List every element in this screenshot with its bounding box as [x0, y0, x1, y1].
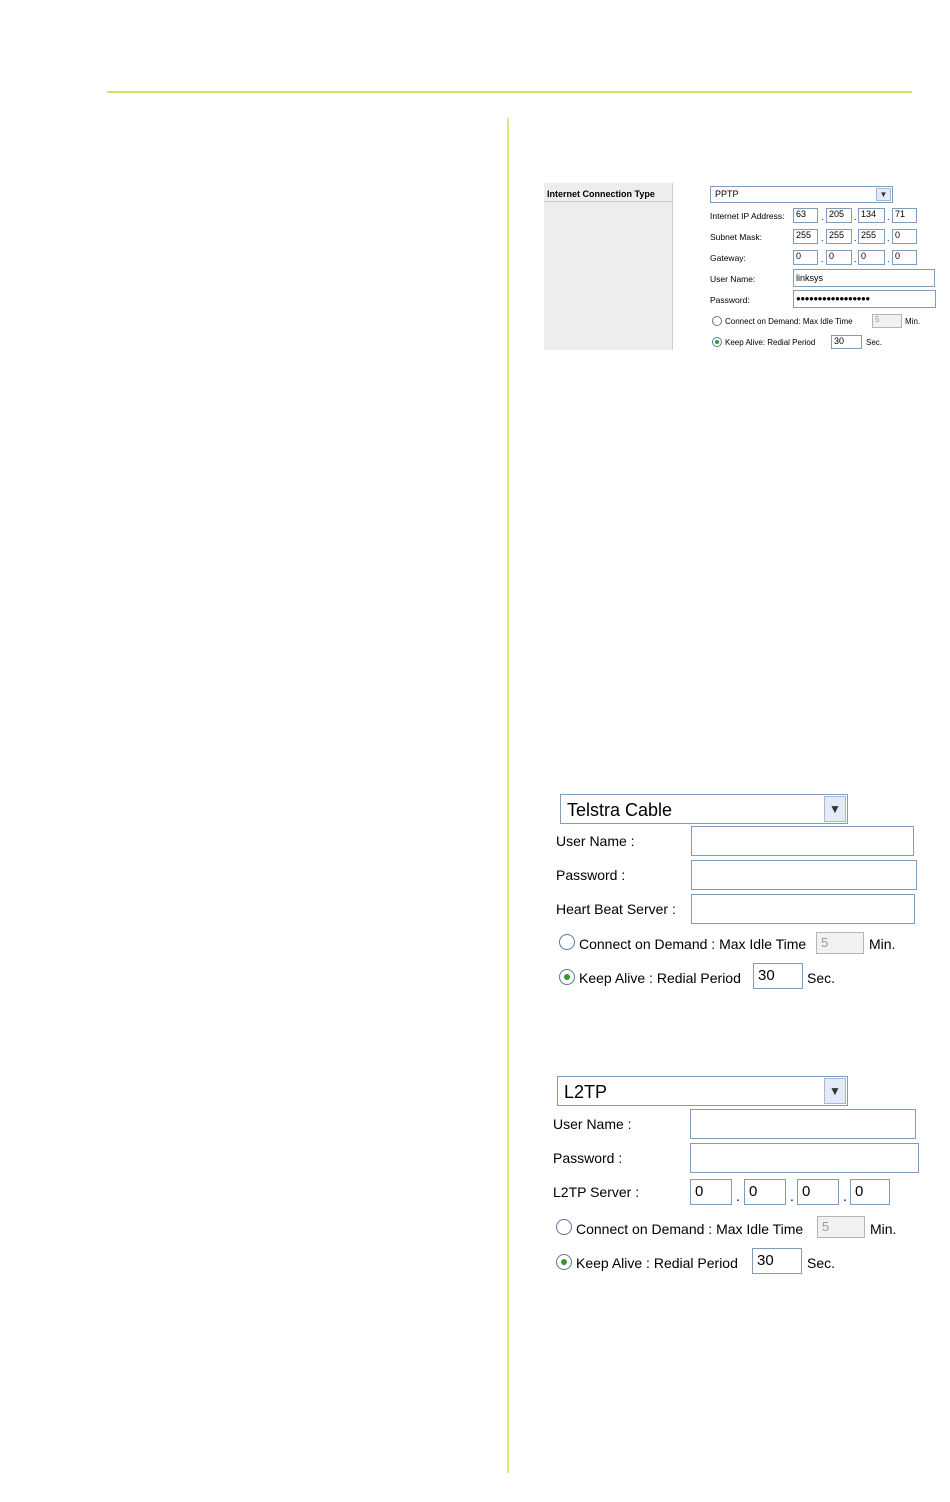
mask-octet-1[interactable]: 255 — [793, 229, 818, 244]
l2tp-username-label: User Name : — [553, 1116, 632, 1132]
octet-dot: . — [854, 212, 857, 222]
l2tp-server-octet-4[interactable]: 0 — [850, 1179, 890, 1205]
mask-octet-2[interactable]: 255 — [826, 229, 852, 244]
mask-octet-3[interactable]: 255 — [858, 229, 885, 244]
pptp-sidebar — [544, 183, 673, 350]
l2tp-settings-screenshot — [547, 1072, 925, 1282]
ip-octet-4[interactable]: 71 — [892, 208, 917, 223]
header-rule — [107, 91, 912, 93]
selected-type: PPTP — [715, 189, 739, 199]
pptp-keepalive-label: Keep Alive: Redial Period — [725, 338, 816, 347]
octet-dot: . — [887, 254, 890, 264]
octet-dot: . — [854, 254, 857, 264]
l2tp-redial-input[interactable]: 30 — [752, 1248, 802, 1274]
telstra-username-label: User Name : — [556, 833, 635, 849]
ip-address-label: Internet IP Address: — [710, 211, 785, 221]
octet-dot: . — [736, 1188, 740, 1204]
telstra-connection-type-select[interactable] — [560, 794, 848, 824]
radio-selected-dot — [715, 340, 719, 344]
pptp-idle-unit: Min. — [905, 317, 921, 326]
mask-octet-4[interactable]: 0 — [892, 229, 917, 244]
connect-on-demand-radio[interactable] — [559, 934, 575, 950]
keep-alive-radio[interactable] — [559, 969, 575, 985]
ip-octet-3[interactable]: 134 — [858, 208, 885, 223]
pptp-demand-label: Connect on Demand: Max Idle Time — [725, 317, 853, 326]
telstra-settings-screenshot — [550, 790, 922, 1000]
ip-octet-1[interactable]: 63 — [793, 208, 818, 223]
gateway-octet-2[interactable]: 0 — [826, 250, 852, 265]
gateway-octet-4[interactable]: 0 — [892, 250, 917, 265]
l2tp-redial-unit: Sec. — [807, 1255, 836, 1271]
connect-on-demand-radio[interactable] — [712, 316, 722, 326]
telstra-username-input[interactable] — [691, 826, 914, 856]
octet-dot: . — [821, 212, 824, 222]
gateway-octet-3[interactable]: 0 — [858, 250, 885, 265]
octet-dot: . — [887, 212, 890, 222]
l2tp-server-octet-1[interactable]: 0 — [690, 1179, 732, 1205]
telstra-password-label: Password : — [556, 867, 626, 883]
l2tp-username-input[interactable] — [690, 1109, 916, 1139]
heartbeat-server-input[interactable] — [691, 894, 915, 924]
subnet-mask-label: Subnet Mask: — [710, 232, 762, 242]
l2tp-demand-label: Connect on Demand : Max Idle Time — [576, 1221, 804, 1237]
octet-dot: . — [790, 1188, 794, 1204]
octet-dot: . — [887, 233, 890, 243]
telstra-keepalive-label: Keep Alive : Redial Period — [579, 970, 741, 986]
heartbeat-server-label: Heart Beat Server : — [556, 901, 676, 917]
pptp-password-label: Password: — [710, 295, 750, 305]
octet-dot: . — [854, 233, 857, 243]
selected-type: L2TP — [564, 1082, 608, 1102]
octet-dot: . — [843, 1188, 847, 1204]
pptp-idle-time-input[interactable]: 5 — [872, 314, 902, 328]
l2tp-keepalive-label: Keep Alive : Redial Period — [576, 1255, 738, 1271]
telstra-password-input[interactable] — [691, 860, 917, 890]
connection-type-heading: Internet Connection Type — [547, 189, 655, 199]
gateway-octet-1[interactable]: 0 — [793, 250, 818, 265]
gateway-label: Gateway: — [710, 253, 746, 263]
pptp-redial-unit: Sec. — [866, 338, 883, 347]
selected-type: Telstra Cable — [567, 800, 673, 820]
keep-alive-radio[interactable] — [556, 1254, 572, 1270]
telstra-redial-input[interactable]: 30 — [753, 963, 803, 989]
l2tp-password-input[interactable] — [690, 1143, 919, 1173]
l2tp-connection-type-select[interactable] — [557, 1076, 848, 1106]
radio-selected-dot — [561, 1259, 567, 1265]
pptp-redial-input[interactable]: 30 — [831, 335, 862, 349]
pptp-connection-type-select[interactable] — [710, 186, 893, 203]
pptp-settings-screenshot — [544, 183, 940, 353]
telstra-demand-label: Connect on Demand : Max Idle Time — [579, 936, 807, 952]
chevron-down-icon[interactable]: ▼ — [824, 1078, 846, 1104]
octet-dot: . — [821, 233, 824, 243]
telstra-redial-unit: Sec. — [807, 970, 836, 986]
column-divider — [507, 118, 509, 1473]
telstra-idle-time-input[interactable]: 5 — [816, 932, 864, 954]
octet-dot: . — [821, 254, 824, 264]
pptp-username-label: User Name: — [710, 274, 756, 284]
l2tp-server-octet-2[interactable]: 0 — [744, 1179, 786, 1205]
ip-octet-2[interactable]: 205 — [826, 208, 852, 223]
connect-on-demand-radio[interactable] — [556, 1219, 572, 1235]
chevron-down-icon[interactable]: ▼ — [824, 796, 846, 822]
l2tp-idle-unit: Min. — [870, 1221, 897, 1237]
sidebar-rule — [544, 201, 672, 202]
l2tp-password-label: Password : — [553, 1150, 623, 1166]
keep-alive-radio[interactable] — [712, 337, 722, 347]
l2tp-idle-time-input[interactable]: 5 — [817, 1216, 865, 1238]
radio-selected-dot — [564, 974, 570, 980]
l2tp-server-octet-3[interactable]: 0 — [797, 1179, 839, 1205]
pptp-username-input[interactable]: linksys — [793, 269, 935, 287]
chevron-down-icon[interactable]: ▼ — [876, 188, 891, 201]
l2tp-server-label: L2TP Server : — [553, 1184, 640, 1200]
telstra-idle-unit: Min. — [869, 936, 896, 952]
pptp-password-input[interactable]: ●●●●●●●●●●●●●●●●● — [793, 290, 936, 308]
